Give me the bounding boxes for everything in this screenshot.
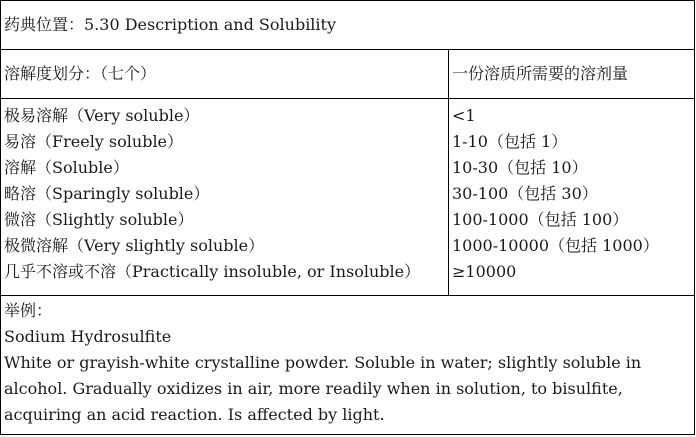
parts-practically-insoluble: ≥10000 bbox=[452, 262, 517, 281]
solubility-terms-cell bbox=[1, 99, 449, 296]
parts-soluble: 10-30（包括 10） bbox=[452, 158, 588, 177]
example-description: White or grayish-white crystalline powder. Soluble in water; slightly soluble in alcohol. Gradually oxidizes in air, more readily when in solution, to bisulfite, acquiring an acid reaction. Is affected by light. bbox=[4, 353, 642, 424]
solubility-data-row bbox=[1, 99, 695, 296]
example-substance: Sodium Hydrosulfite bbox=[4, 327, 172, 346]
term-soluble: 溶解（Soluble） bbox=[4, 158, 129, 177]
solvent-amount-header: 一份溶质所需要的溶剂量 bbox=[449, 50, 695, 99]
title-row bbox=[1, 1, 695, 50]
parts-very-soluble: <1 bbox=[452, 106, 476, 125]
parts-sparingly-soluble: 30-100（包括 30） bbox=[452, 184, 598, 203]
term-very-slightly-soluble: 极微溶解（Very slightly soluble） bbox=[4, 236, 265, 255]
example-cell bbox=[1, 296, 695, 435]
example-label: 举例： bbox=[4, 301, 53, 320]
term-freely-soluble: 易溶（Freely soluble） bbox=[4, 132, 184, 151]
solvent-parts-cell bbox=[449, 99, 695, 296]
term-practically-insoluble: 几乎不溶或不溶（Practically insoluble, or Insoluble） bbox=[4, 262, 421, 281]
term-very-soluble: 极易溶解（Very soluble） bbox=[4, 106, 200, 125]
term-slightly-soluble: 微溶（Slightly soluble） bbox=[4, 210, 194, 229]
parts-freely-soluble: 1-10（包括 1） bbox=[452, 132, 568, 151]
term-sparingly-soluble: 略溶（Sparingly soluble） bbox=[4, 184, 210, 203]
parts-slightly-soluble: 100-1000（包括 100） bbox=[452, 210, 629, 229]
classification-header: 溶解度划分：（七个） bbox=[1, 50, 449, 99]
header-row bbox=[1, 50, 695, 99]
parts-very-slightly-soluble: 1000-10000（包括 1000） bbox=[452, 236, 659, 255]
example-row bbox=[1, 296, 695, 435]
pharmacopeia-location-title: 药典位置：5.30 Description and Solubility bbox=[1, 1, 695, 50]
